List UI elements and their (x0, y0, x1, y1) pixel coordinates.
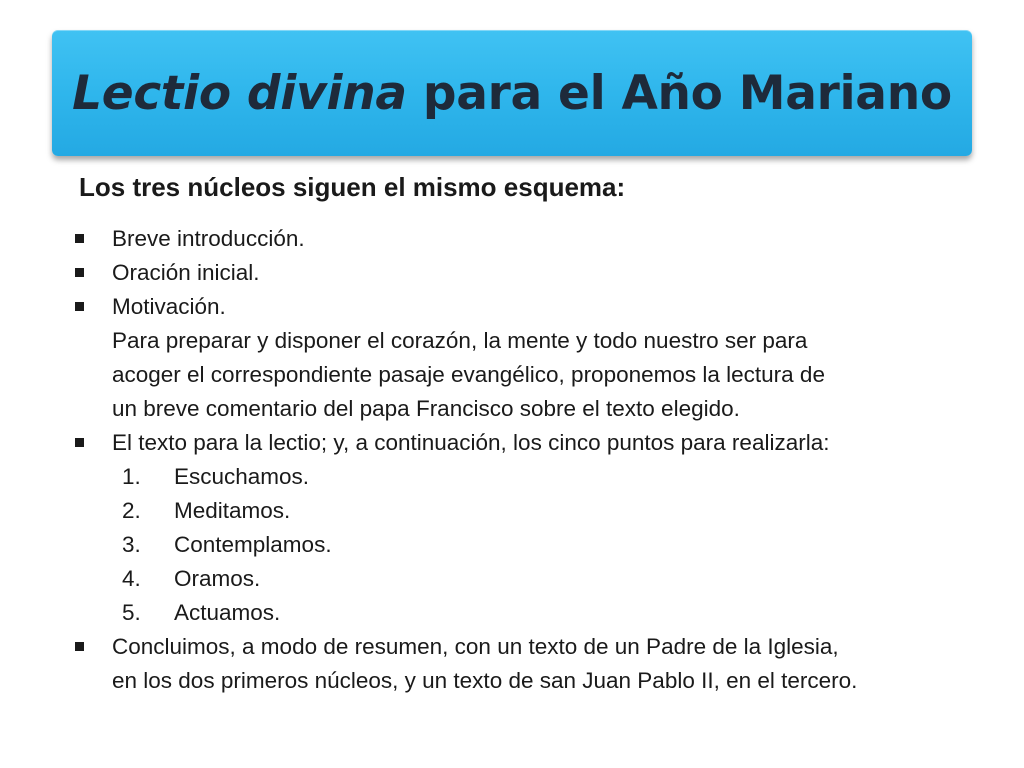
item-number: 1. (122, 464, 141, 489)
numbered-list (72, 460, 992, 630)
title-italic-part: Lectio divina (72, 65, 407, 121)
bullet-continuation: acoger el correspondiente pasaje evangélico, proponemos la lectura de (112, 362, 825, 387)
bullet-item (72, 290, 992, 426)
square-bullet-icon (75, 268, 84, 277)
title-banner (52, 30, 972, 156)
numbered-item-text: Oramos. (174, 566, 261, 591)
title-rest-part: para el Año Mariano (406, 65, 952, 121)
item-number: 5. (122, 600, 141, 625)
bullet-continuation: un breve comentario del papa Francisco sobre el texto elegido. (112, 396, 740, 421)
bullet-item (72, 630, 992, 698)
numbered-item-text: Escuchamos. (174, 464, 310, 489)
numbered-item (72, 596, 992, 630)
numbered-item (72, 528, 992, 562)
bullet-continuation: Para preparar y disponer el corazón, la mente y todo nuestro ser para (112, 328, 808, 353)
numbered-item (72, 562, 992, 596)
numbered-item (72, 494, 992, 528)
slide-title (72, 66, 952, 121)
bullet-item (72, 426, 992, 460)
bullet-item (72, 256, 992, 290)
item-number: 2. (122, 498, 141, 523)
bullet-continuation: en los dos primeros núcleos, y un texto de san Juan Pablo II, en el tercero. (112, 668, 858, 693)
bullet-text: Concluimos, a modo de resumen, con un texto de un Padre de la Iglesia, (112, 634, 839, 659)
bullet-item (72, 222, 992, 256)
bullet-text: Motivación. (112, 294, 226, 319)
square-bullet-icon (75, 234, 84, 243)
square-bullet-icon (75, 302, 84, 311)
item-number: 4. (122, 566, 141, 591)
numbered-item (72, 460, 992, 494)
bullet-list (72, 222, 992, 698)
numbered-item-text: Actuamos. (174, 600, 281, 625)
numbered-item-text: Meditamos. (174, 498, 291, 523)
bullet-text: Breve introducción. (112, 226, 305, 251)
slide-subtitle: Los tres núcleos siguen el mismo esquema: (79, 172, 626, 202)
square-bullet-icon (75, 642, 84, 651)
bullet-text: El texto para la lectio; y, a continuación, los cinco puntos para realizarla: (112, 430, 830, 455)
square-bullet-icon (75, 438, 84, 447)
bullet-text: Oración inicial. (112, 260, 260, 285)
item-number: 3. (122, 532, 141, 557)
numbered-item-text: Contemplamos. (174, 532, 332, 557)
